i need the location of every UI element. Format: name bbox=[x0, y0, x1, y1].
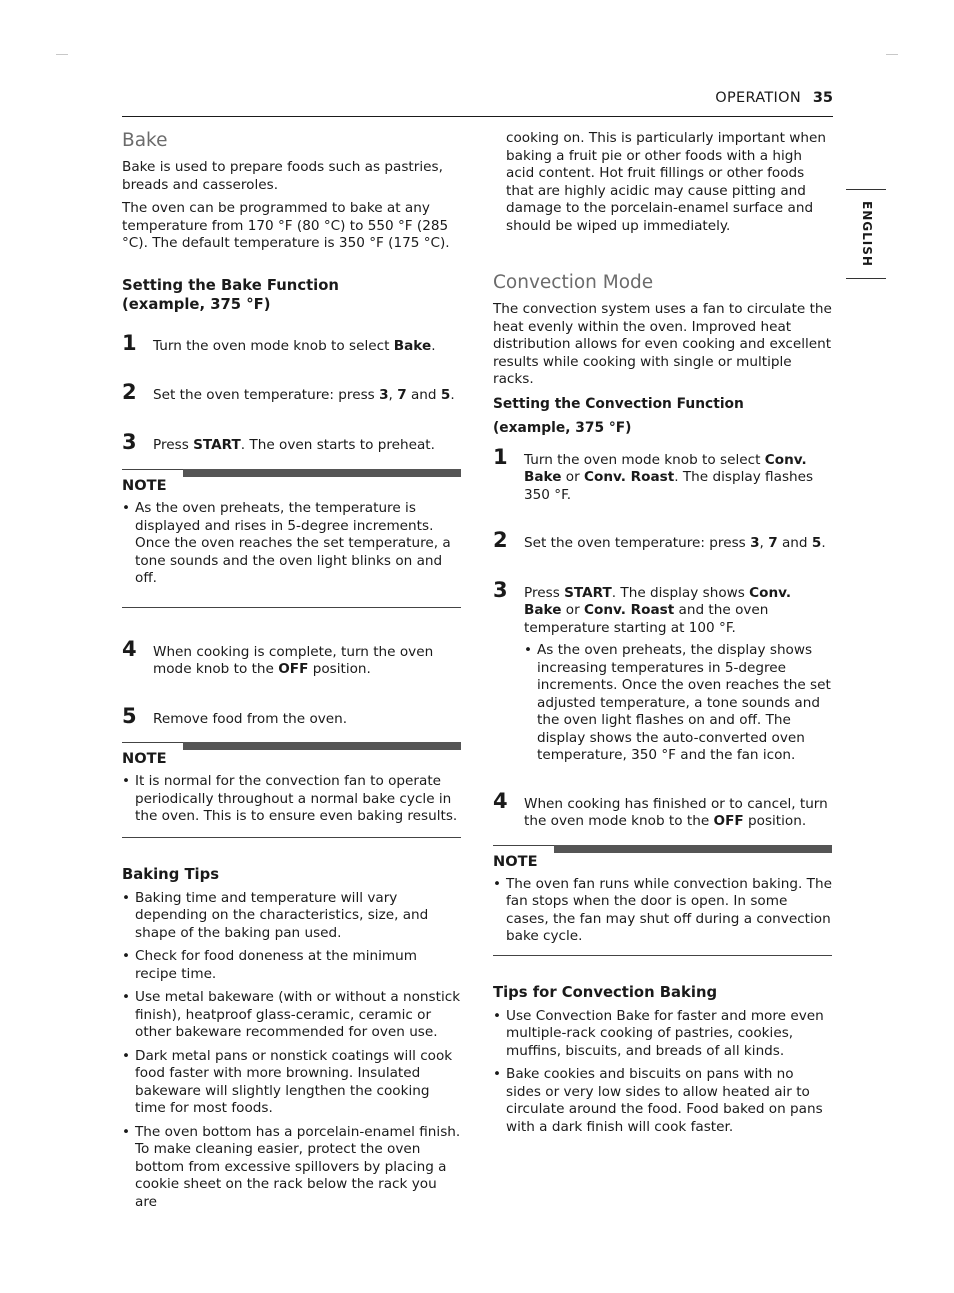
step-text: When cooking has finished or to cancel, turn the oven mode knob to the bbox=[524, 795, 828, 829]
step-sub-item: • As the oven preheats, the display shows increasing temperatures in 5-degree increments. Once the oven reaches the set adjusted temperature, a tone sounds and the oven light flashes on and off. The display shows the auto-converted oven temperature, 350 °F and the fan icon. bbox=[524, 642, 832, 765]
bake-step-1 bbox=[122, 330, 461, 356]
convection-step-1 bbox=[493, 444, 832, 505]
note-title: NOTE bbox=[122, 750, 167, 767]
step-text: Set the oven temperature: press bbox=[153, 387, 380, 403]
step-bold: 3 bbox=[750, 535, 760, 551]
step-text: Remove food from the oven. bbox=[153, 710, 348, 727]
step-text: , bbox=[759, 535, 769, 551]
step-number: 5 bbox=[122, 703, 137, 728]
step-number: 1 bbox=[493, 444, 508, 469]
step-bold: Conv. Roast bbox=[584, 602, 675, 618]
step-text: position. bbox=[743, 813, 807, 829]
step-text: and bbox=[777, 535, 812, 551]
convection-tip: • Bake cookies and biscuits on pans with no sides or very low sides to allow heated air to circulate around the food. Food baked on pans with a dark finish will cook faster. bbox=[493, 1066, 832, 1136]
step-bold: 3 bbox=[379, 387, 389, 403]
step-number: 4 bbox=[122, 636, 137, 661]
step-number: 3 bbox=[493, 577, 508, 602]
step-text: Set the oven temperature: press bbox=[524, 535, 751, 551]
baking-tip: • Dark metal pans or nonstick coatings will cook food faster with more browning. Insulated bakeware will slightly lengthen the cooking time for most foods. bbox=[122, 1048, 461, 1118]
note-list bbox=[122, 500, 461, 588]
step-text: . The display flashes 350 °F. bbox=[524, 469, 814, 503]
convection-note bbox=[493, 845, 832, 956]
step-bold: OFF bbox=[278, 661, 309, 677]
step-text: Press bbox=[153, 436, 194, 453]
step-number: 3 bbox=[122, 429, 137, 454]
step-text: or bbox=[561, 469, 584, 485]
step-text: and bbox=[406, 387, 441, 403]
bake-step-2 bbox=[122, 380, 461, 405]
step-bold: Conv. Roast bbox=[584, 469, 675, 485]
bake-step-3 bbox=[122, 429, 461, 455]
step-text: position. bbox=[308, 661, 371, 677]
note-bar bbox=[122, 469, 461, 477]
convection-intro: The convection system uses a fan to circulate the heat evenly within the oven. Improved heat distribution allows for even cooking and excellent results while cooking with single or multiple racks. bbox=[493, 301, 832, 387]
baking-tips-list bbox=[122, 890, 461, 1212]
tip-continuation: cooking on. This is particularly important when baking a fruit pie or other foods with a high acid content. Hot fruit fillings or other foods that are highly acidic may cause pitting and damage to the porcelain-enamel surface and should be wiped up immediately. bbox=[506, 130, 826, 234]
language-label: ENGLISH bbox=[859, 201, 874, 267]
step-bold: OFF bbox=[713, 813, 744, 829]
step-number: 1 bbox=[122, 330, 137, 355]
bake-step-4 bbox=[122, 636, 461, 679]
bake-setting-heading-line1: Setting the Bake Function bbox=[122, 276, 339, 294]
step-bold: START bbox=[193, 436, 241, 453]
step-number: 2 bbox=[122, 380, 137, 404]
convection-step-4 bbox=[493, 788, 832, 831]
bake-setting-heading bbox=[122, 276, 461, 314]
step-bold: 5 bbox=[811, 535, 822, 551]
step-text: , bbox=[388, 387, 398, 403]
step-text: or bbox=[561, 602, 584, 618]
step-text: and the oven temperature starting at 100 °F. bbox=[524, 602, 769, 636]
note-item: • The oven fan runs while convection baking. The fan stops when the door is open. In some cases, the fan may shut off during a convection bake cycle. bbox=[493, 876, 832, 946]
step-bold: START bbox=[564, 584, 612, 601]
section-title: OPERATION bbox=[715, 90, 801, 106]
language-tab bbox=[846, 189, 886, 279]
bake-intro-1: Bake is used to prepare foods such as pastries, breads and casseroles. bbox=[122, 159, 443, 193]
step-bold: 5 bbox=[440, 387, 451, 403]
bake-heading: Bake bbox=[122, 130, 168, 151]
note-item: • It is normal for the convection fan to operate periodically throughout a normal bake cycle in the oven. This is to ensure even baking results. bbox=[122, 773, 461, 826]
step-number: 2 bbox=[493, 528, 508, 552]
step-text: When cooking is complete, turn the oven mode knob to the bbox=[153, 643, 434, 677]
baking-tip: • Check for food doneness at the minimum recipe time. bbox=[122, 948, 461, 983]
step-bold: Conv. Bake bbox=[524, 451, 807, 485]
bake-note-1 bbox=[122, 469, 461, 608]
baking-tip: • Baking time and temperature will vary depending on the characteristics, size, and shape of the baking pan used. bbox=[122, 890, 461, 943]
note-item: • As the oven preheats, the temperature is displayed and rises in 5-degree increments. Once the oven reaches the set temperature, a tone sounds and the oven light blinks on and off. bbox=[122, 500, 461, 588]
step-text: Press bbox=[524, 584, 565, 601]
step-bold: Bake bbox=[393, 337, 432, 354]
step-bold: 7 bbox=[397, 387, 407, 403]
step-text: . bbox=[450, 387, 455, 403]
note-list bbox=[493, 876, 832, 946]
crop-mark-left bbox=[56, 54, 68, 55]
note-list bbox=[122, 773, 461, 826]
baking-tips-heading: Baking Tips bbox=[122, 865, 220, 883]
crop-mark-right bbox=[886, 54, 898, 55]
page-header bbox=[122, 88, 833, 117]
convection-step-3 bbox=[493, 577, 832, 765]
convection-setting-example: (example, 375 °F) bbox=[493, 419, 632, 436]
baking-tip: • Use metal bakeware (with or without a nonstick finish), heatproof glass-ceramic, ceramic or other bakeware recommended for oven use. bbox=[122, 989, 461, 1042]
left-column bbox=[122, 130, 461, 1211]
step-text: Turn the oven mode knob to select bbox=[153, 337, 394, 354]
step-number: 4 bbox=[493, 788, 508, 813]
convection-tips-list bbox=[493, 1008, 832, 1137]
convection-setting-heading: Setting the Convection Function bbox=[493, 395, 744, 412]
bake-step-5 bbox=[122, 703, 461, 729]
step-bold: 7 bbox=[768, 535, 778, 551]
step-bold: Conv. Bake bbox=[524, 584, 792, 618]
convection-tip: • Use Convection Bake for faster and more even multiple-rack cooking of pastries, cookies, muffins, biscuits, and breads of all kinds. bbox=[493, 1008, 832, 1061]
convection-tips-heading: Tips for Convection Baking bbox=[493, 983, 718, 1001]
bake-note-2 bbox=[122, 742, 461, 838]
step-text: . The display shows bbox=[611, 584, 750, 601]
step-text: . The oven starts to preheat. bbox=[240, 436, 435, 453]
note-title: NOTE bbox=[122, 477, 167, 494]
convection-heading: Convection Mode bbox=[493, 272, 654, 293]
right-column bbox=[493, 130, 832, 1136]
note-bar bbox=[493, 845, 832, 853]
step-text: Turn the oven mode knob to select bbox=[524, 451, 765, 468]
bake-setting-heading-line2: (example, 375 °F) bbox=[122, 295, 271, 313]
step-text: . bbox=[821, 535, 826, 551]
step-sub-list bbox=[524, 642, 832, 765]
baking-tip: • The oven bottom has a porcelain-enamel finish. To make cleaning easier, protect the oven bottom from excessive spillovers by placing a cookie sheet on the rack below the rack you are bbox=[122, 1124, 461, 1212]
convection-step-2 bbox=[493, 528, 832, 553]
note-bar bbox=[122, 742, 461, 750]
step-text: . bbox=[431, 337, 436, 354]
page-number: 35 bbox=[812, 90, 833, 106]
note-title: NOTE bbox=[493, 852, 538, 870]
bake-intro-2: The oven can be programmed to bake at any temperature from 170 °F (80 °C) to 550 °F (285 °C). The default temperature is 350 °F (175 °C). bbox=[122, 200, 450, 251]
